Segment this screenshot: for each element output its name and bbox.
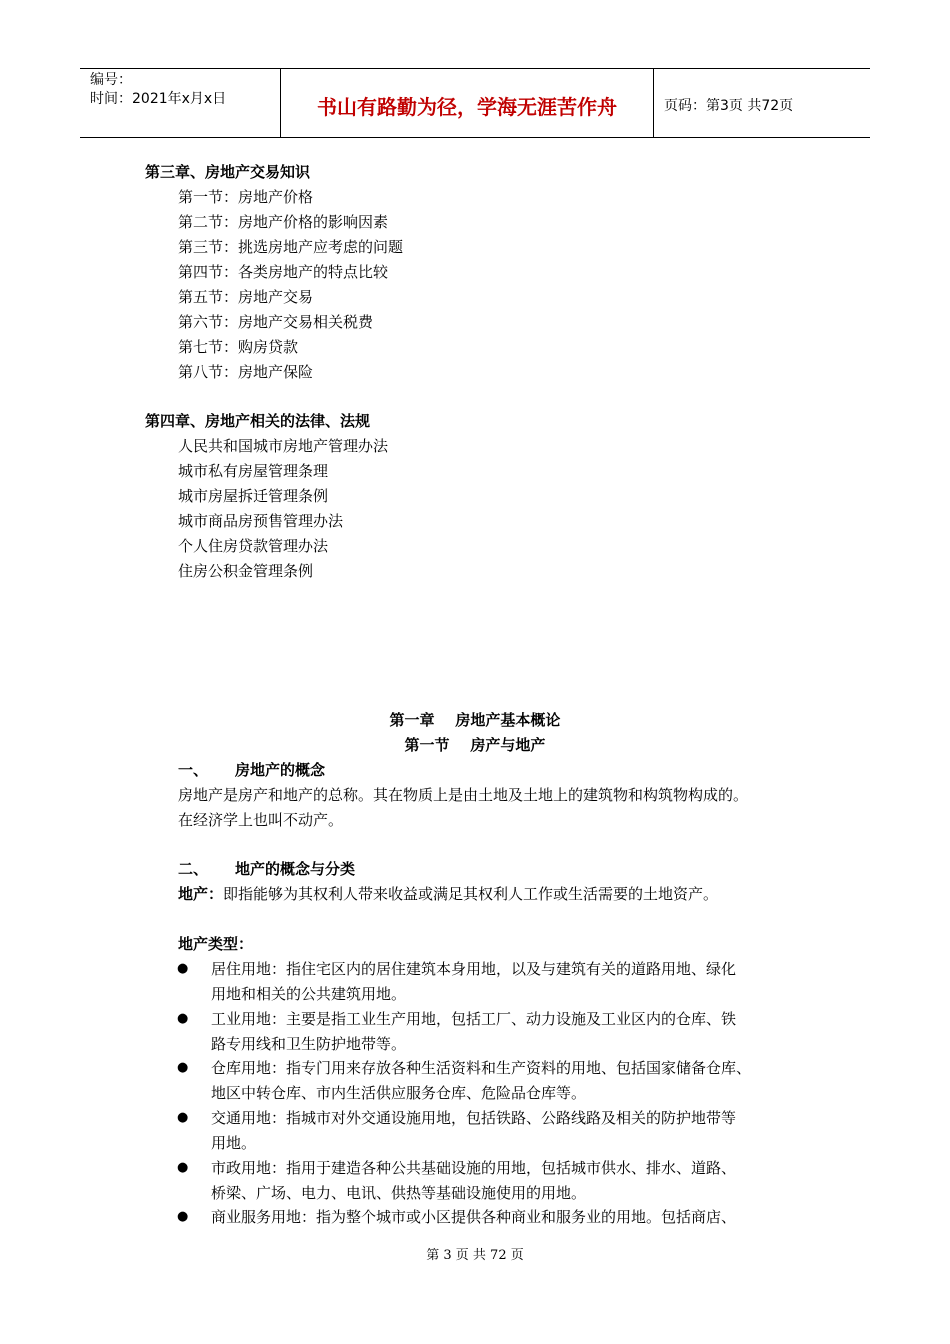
subsection-number: 一、 — [178, 761, 209, 779]
paragraph-line: 房地产是房产和地产的总称。其在物质上是由土地及土地上的建筑物和构筑物构成的。 — [178, 786, 749, 804]
list-item-line: 商业服务用地：指为整个城市或小区提供各种商业和服务业的用地。包括商店、 — [211, 1208, 737, 1226]
header-page-label: 页码：第3页 共72页 — [664, 98, 794, 114]
bullet-icon: ● — [177, 961, 189, 976]
section-title: 第一节 房产与地产 — [404, 736, 546, 754]
list-item-line: 交通用地：指城市对外交通设施用地，包括铁路、公路线路及相关的防护地带等 — [211, 1109, 737, 1127]
page-footer: 第 3 页 共 72 页 — [426, 1248, 524, 1263]
toc-item: 人民共和国城市房地产管理办法 — [178, 437, 389, 455]
list-item-line: 桥梁、广场、电力、电讯、供热等基础设施使用的用地。 — [211, 1184, 587, 1202]
definition-term: 地产： — [178, 885, 224, 903]
header-meta — [80, 69, 281, 137]
toc-item: 第五节：房地产交易 — [178, 288, 314, 306]
header-motto: 书山有路勤为径，学海无涯苦作舟 — [281, 69, 654, 137]
toc-item: 第六节：房地产交易相关税费 — [178, 313, 374, 331]
bullet-icon: ● — [177, 1160, 189, 1175]
list-item-line: 市政用地：指用于建造各种公共基础设施的用地，包括城市供水、排水、道路、 — [211, 1159, 737, 1177]
bullet-icon: ● — [177, 1060, 189, 1075]
toc-item: 第三节：挑选房地产应考虑的问题 — [178, 238, 404, 256]
toc-item: 城市房屋拆迁管理条例 — [178, 487, 329, 505]
toc-item: 第七节：购房贷款 — [178, 338, 299, 356]
toc-item: 住房公积金管理条例 — [178, 562, 314, 580]
list-item-line: 用地和相关的公共建筑用地。 — [211, 985, 407, 1003]
paragraph-line: 在经济学上也叫不动产。 — [178, 811, 344, 829]
list-item-line: 地区中转仓库、市内生活供应服务仓库、危险品仓库等。 — [211, 1084, 587, 1102]
definition-line — [178, 884, 718, 904]
definition-text: 即指能够为其权利人带来收益或满足其权利人工作或生活需要的土地资产。 — [223, 885, 719, 903]
toc-item: 第四节：各类房地产的特点比较 — [178, 263, 389, 281]
list-item-line: 居住用地：指住宅区内的居住建筑本身用地，以及与建筑有关的道路用地、绿化 — [211, 960, 737, 978]
toc-item: 城市商品房预售管理办法 — [178, 512, 344, 530]
bullet-icon: ● — [177, 1209, 189, 1224]
page-header — [80, 68, 870, 138]
subsection-title: 地产的概念与分类 — [235, 860, 356, 878]
list-item-line: 用地。 — [211, 1134, 257, 1152]
types-title: 地产类型： — [178, 935, 254, 953]
chapter-title: 第一章 房地产基本概论 — [389, 711, 561, 729]
subsection-number: 二、 — [178, 860, 209, 878]
toc-chapter3-title: 第三章、房地产交易知识 — [145, 163, 311, 181]
toc-chapter4-title: 第四章、房地产相关的法律、法规 — [145, 412, 371, 430]
list-item-line: 仓库用地：指专门用来存放各种生活资料和生产资料的用地、包括国家储备仓库、 — [211, 1059, 752, 1077]
number-label: 编号： — [90, 72, 132, 88]
toc-item: 个人住房贷款管理办法 — [178, 537, 329, 555]
subsection-title: 房地产的概念 — [235, 761, 326, 779]
time-label: 时间：2021年x月x日 — [90, 91, 227, 107]
list-item-line: 工业用地：主要是指工业生产用地，包括工厂、动力设施及工业区内的仓库、铁 — [211, 1010, 737, 1028]
bullet-icon: ● — [177, 1110, 189, 1125]
toc-item: 城市私有房屋管理条理 — [178, 462, 329, 480]
toc-item: 第八节：房地产保险 — [178, 363, 314, 381]
toc-item: 第二节：房地产价格的影响因素 — [178, 213, 389, 231]
bullet-icon: ● — [177, 1011, 189, 1026]
list-item-line: 路专用线和卫生防护地带等。 — [211, 1035, 407, 1053]
toc-item: 第一节：房地产价格 — [178, 188, 314, 206]
